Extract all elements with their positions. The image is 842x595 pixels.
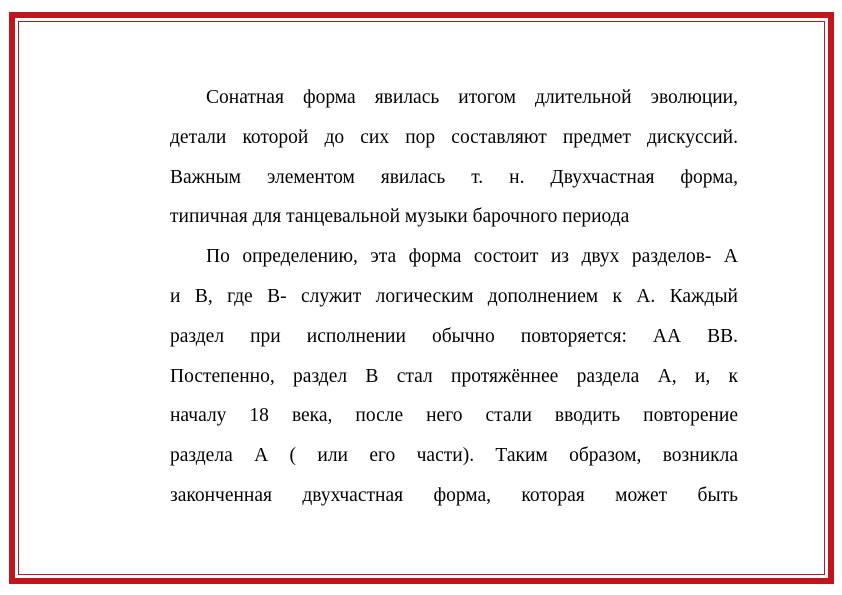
text-line: типичная для танцевальной музыки барочного периода [170, 206, 630, 228]
paragraph-1 [170, 78, 738, 237]
paragraph-2 [170, 237, 738, 516]
body-text [170, 78, 738, 516]
text-line: началу 18 века, после него стали вводить повторение [170, 405, 738, 427]
text-line: Важным элементом явилась т. н. Двухчастная форма, [170, 166, 738, 188]
text-line: По определению, эта форма состоит из двух разделов- А [206, 246, 738, 268]
text-line: раздела А ( или его части). Таким образом, возникла [170, 445, 738, 467]
text-line: детали которой до сих пор составляют предмет дискуссий. [170, 126, 738, 148]
text-line: законченная двухчастная форма, которая может быть [170, 484, 738, 506]
text-line: Сонатная форма явилась итогом длительной эволюции, [206, 87, 738, 108]
text-line: Постепенно, раздел В стал протяжённее раздела А, и, к [170, 365, 738, 387]
text-line: раздел при исполнении обычно повторяется: АА ВВ. [170, 325, 738, 347]
text-line: и В, где В- служит логическим дополнением к А. Каждый [170, 285, 738, 307]
